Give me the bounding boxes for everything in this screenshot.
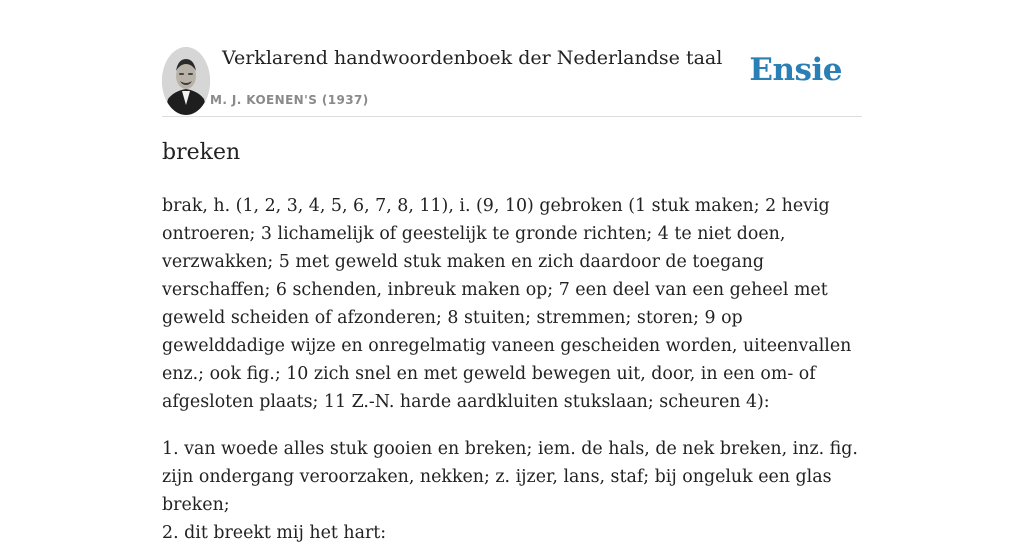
entry-definition: brak, h. (1, 2, 3, 4, 5, 6, 7, 8, 11), i. (9, 10) gebroken (1 stuk maken; 2 hevig ontroeren; 3 lichamelijk of geestelijk te gronde richten; 4 te niet doen, verzwakken; 5 met geweld stuk maken en zich daardoor de toegang verschaffen; 6 schenden, inbreuk maken op; 7 een deel van een geheel met geweld scheiden of afzonderen; 8 stuiten; stremmen; storen; 9 op gewelddadige wijze en onregelmatig vaneen gescheiden worden, uiteenvallen enz.; ook fig.; 10 zich snel en met geweld bewegen uit, door, in een om- of afgesloten plaats; 11 Z.-N. harde aardkluiten stukslaan; scheuren 4): [162, 196, 852, 412]
entry-examples [162, 435, 862, 547]
author-portrait-image [162, 47, 210, 115]
entry-headword: breken [162, 140, 241, 165]
author-portrait [162, 47, 210, 115]
book-title[interactable]: Verklarend handwoordenboek der Nederlandse taal [222, 47, 723, 69]
site-header [162, 46, 862, 117]
example-line: 2. dit breekt mij het hart: [162, 523, 387, 543]
example-line: 1. van woede alles stuk gooien en breken; iem. de hals, de nek breken, inz. fig. zijn ondergang veroorzaken, nekken; z. ijzer, lans, staf; bij ongeluk een glas breken; [162, 439, 858, 515]
page [162, 0, 862, 543]
ensie-logo[interactable]: Ensie [749, 52, 842, 88]
book-author: M. J. KOENEN'S (1937) [210, 93, 369, 107]
